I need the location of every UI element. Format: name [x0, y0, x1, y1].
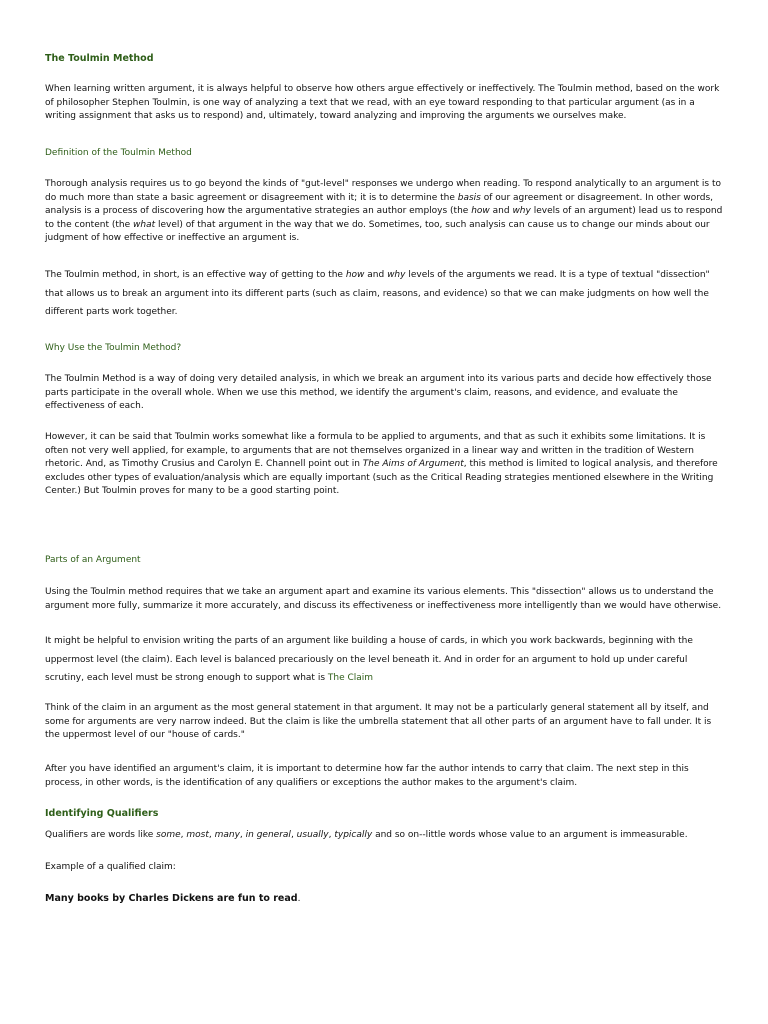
- why-paragraph-1: The Toulmin Method is a way of doing very detailed analysis, in which we break an argument into its various parts and decide how effectively those parts participate in the overall whole. When we use this method, we identify the argument's claim, reasons, and evidence, and evaluate the effectiveness of each.: [45, 374, 712, 411]
- intro-paragraph: When learning written argument, it is always helpful to observe how others argue effectively or ineffectively. The Toulmin method, based on the work of philosopher Stephen Toulmin, is one way of analyzing a text that we read, with an eye toward responding to that particular argument (as in a writing assignment that asks us to respond) and, ultimately, toward analyzing and improving the arguments we ourselves make.: [45, 84, 720, 121]
- parts-paragraph-1: Using the Toulmin method requires that we take an argument apart and examine its various elements. This "dissection" allows us to understand the argument more fully, summarize it more accurately, and discuss its effectiveness or ineffectiveness more intelligently than we would have otherwise.: [45, 587, 722, 611]
- parts-paragraph-4: After you have identified an argument's claim, it is important to determine how far the author intends to carry that claim. The next step in this process, in other words, is the identification of any qualifiers or exceptions the author makes to the argument's claim.: [45, 764, 689, 788]
- qualifiers-heading: Identifying Qualifiers: [45, 808, 159, 819]
- why-paragraph-2: However, it can be said that Toulmin works somewhat like a formula to be applied to arguments, and that as such it exhibits some limitations. It is often not very well applied, for example, to arguments that are not themselves organized in a linear way and written in the tradition of Western rhetoric. And, as Timothy Crusius and Carolyn E. Channell point out in The Aims of Argument, this method is limited to logical analysis, and therefore excludes other types of evaluation/analysis which are equally important (such as the Critical Reading strategies mentioned elsewhere in the Writing Center.) But Toulmin proves for many to be a good starting point.: [45, 432, 718, 496]
- definition-heading: Definition of the Toulmin Method: [45, 148, 192, 158]
- parts-paragraph-3: Think of the claim in an argument as the most general statement in that argument. It may not be a particularly general statement all by itself, and some for arguments are very narrow indeed. But the claim is like the umbrella statement that all other parts of an argument have to fall under. It is the uppermost level of our "house of cards.": [45, 703, 712, 740]
- parts-paragraph-2: It might be helpful to envision writing the parts of an argument like building a house of cards, in which you work backwards, beginning with the uppermost level (the claim). Each level is balanced precariously on the level beneath it. And in order for an argument to hold up under careful scrutiny, each level must be strong enough to support what is The Claim: [45, 636, 693, 683]
- definition-paragraph-1: Thorough analysis requires us to go beyond the kinds of "gut-level" responses we undergo when reading. To respond analytically to an argument is to do much more than state a basic agreement or disagreement with it; it is to determine the basis of our agreement or disagreement. In other words, analysis is a process of discovering how the argumentative strategies an author employs (the how and why levels of an argument) lead us to respond to the content (the what level) of that argument in the way that we do. Sometimes, too, such analysis can cause us to change our minds about our judgment of how effective or ineffective an argument is.: [45, 179, 723, 243]
- parts-heading: Parts of an Argument: [45, 555, 141, 565]
- why-heading: Why Use the Toulmin Method?: [45, 343, 182, 353]
- qualifiers-paragraph: Qualifiers are words like some, most, many, in general, usually, typically and so on--little words whose value to an argument is immeasurable.: [45, 830, 688, 840]
- page-title: The Toulmin Method: [45, 53, 154, 64]
- the-claim-link[interactable]: The Claim: [327, 673, 374, 683]
- definition-paragraph-2: The Toulmin method, in short, is an effective way of getting to the how and why levels of the arguments we read. It is a type of textual "dissection" that allows us to break an argument into its different parts (such as claim, reasons, and evidence) so that we can make judgments on how well the different parts work together.: [45, 270, 710, 317]
- example-label: Example of a qualified claim:: [45, 862, 176, 872]
- qualified-claim-example: Many books by Charles Dickens are fun to read.: [45, 893, 301, 904]
